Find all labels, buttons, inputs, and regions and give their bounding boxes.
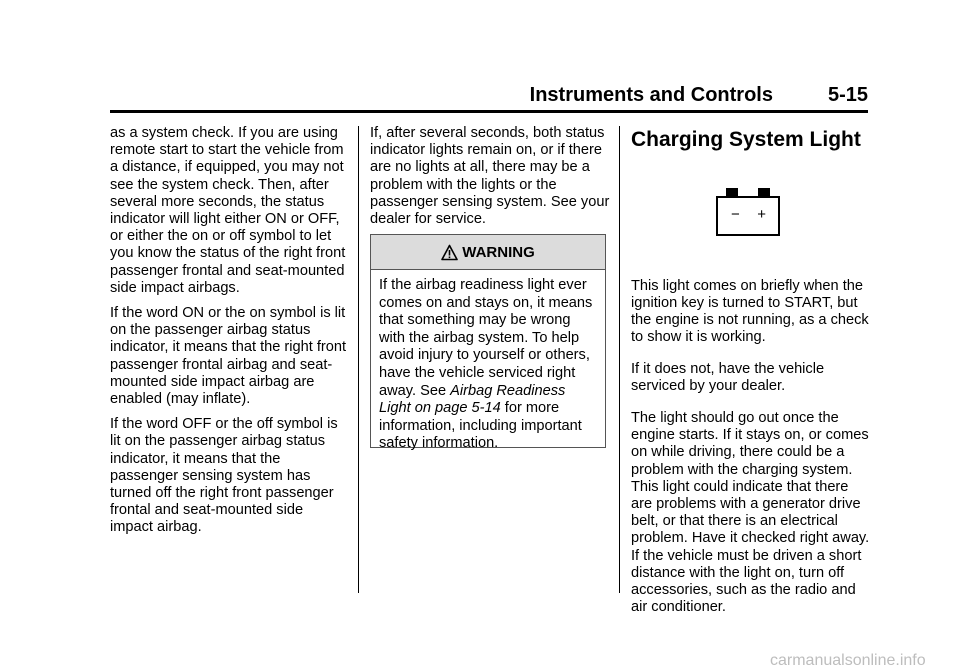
paragraph: If, after several seconds, both status indicator lights remain on, or if there are no lights at all, there may be a problem with the lights or the passenger sensing system. See your dealer for service.: [370, 125, 610, 228]
paragraph: If it does not, have the vehicle serviced by your dealer.: [631, 361, 825, 395]
column-divider: [619, 126, 620, 593]
section-header-title: Instruments and Controls: [529, 84, 773, 106]
page-header: [110, 84, 868, 104]
header-rule: [110, 110, 868, 113]
warning-box: [370, 234, 606, 452]
column-2: [370, 125, 610, 236]
watermark: carmanualsonline.info: [770, 652, 926, 669]
paragraph: The light should go out once the engine starts. If it stays on, or comes on while driving, there could be a problem with the charging system. This light could indicate that there are problems with a generator drive belt, or that there is an electrical problem. Have it checked right away. If the vehicle must be driven a short distance with the light on, turn off accessories, such as the radio and air conditioner.: [631, 410, 870, 616]
cross-reference-link[interactable]: Airbag Readiness Light on page 5-14: [379, 382, 566, 417]
battery-icon: [716, 188, 780, 238]
warning-header: [371, 235, 605, 270]
paragraph: This light comes on briefly when the ignition key is turned to START, but the engine is not running, as a check to show it is working.: [631, 277, 869, 346]
paragraph: If the word ON or the on symbol is lit on the passenger airbag status indicator, it means that the right front passenger frontal airbag and seat-mounted side impact airbag are enabled (may inflate).: [110, 305, 347, 408]
battery-body: [716, 196, 780, 236]
warning-text: [371, 270, 605, 453]
battery-minus-sign: −: [731, 206, 740, 223]
column-divider: [358, 126, 359, 593]
battery-plus-sign: +: [757, 206, 766, 223]
warning-text-end: for more information, including important safety information.: [379, 400, 582, 452]
column-3: [631, 263, 871, 631]
paragraph: as a system check. If you are using remote start to start the vehicle from a distance, if equipped, you may not see the system check. Then, after several more seconds, the status indicator will light either ON or OFF, or either the on or off symbol to let you know the status of the right front passenger frontal and seat-mounted side impact airbags.: [110, 125, 346, 296]
paragraph: If the word OFF or the off symbol is lit on the passenger airbag status indicator, it means that the passenger sensing system has turned off the right front passenger frontal and seat-mounted side impact airbag.: [110, 416, 338, 536]
page-number: 5-15: [827, 84, 868, 106]
section-title: Charging System Light: [631, 128, 861, 151]
warning-label: WARNING: [462, 243, 535, 261]
warning-triangle-icon: [441, 244, 458, 261]
warning-text-start: If the airbag readiness light ever comes on and stays on, it means that something may be wrong with the airbag system. To help avoid injury to yourself or others, have the vehicle serviced right away. See: [379, 277, 593, 399]
column-1: [110, 125, 350, 545]
